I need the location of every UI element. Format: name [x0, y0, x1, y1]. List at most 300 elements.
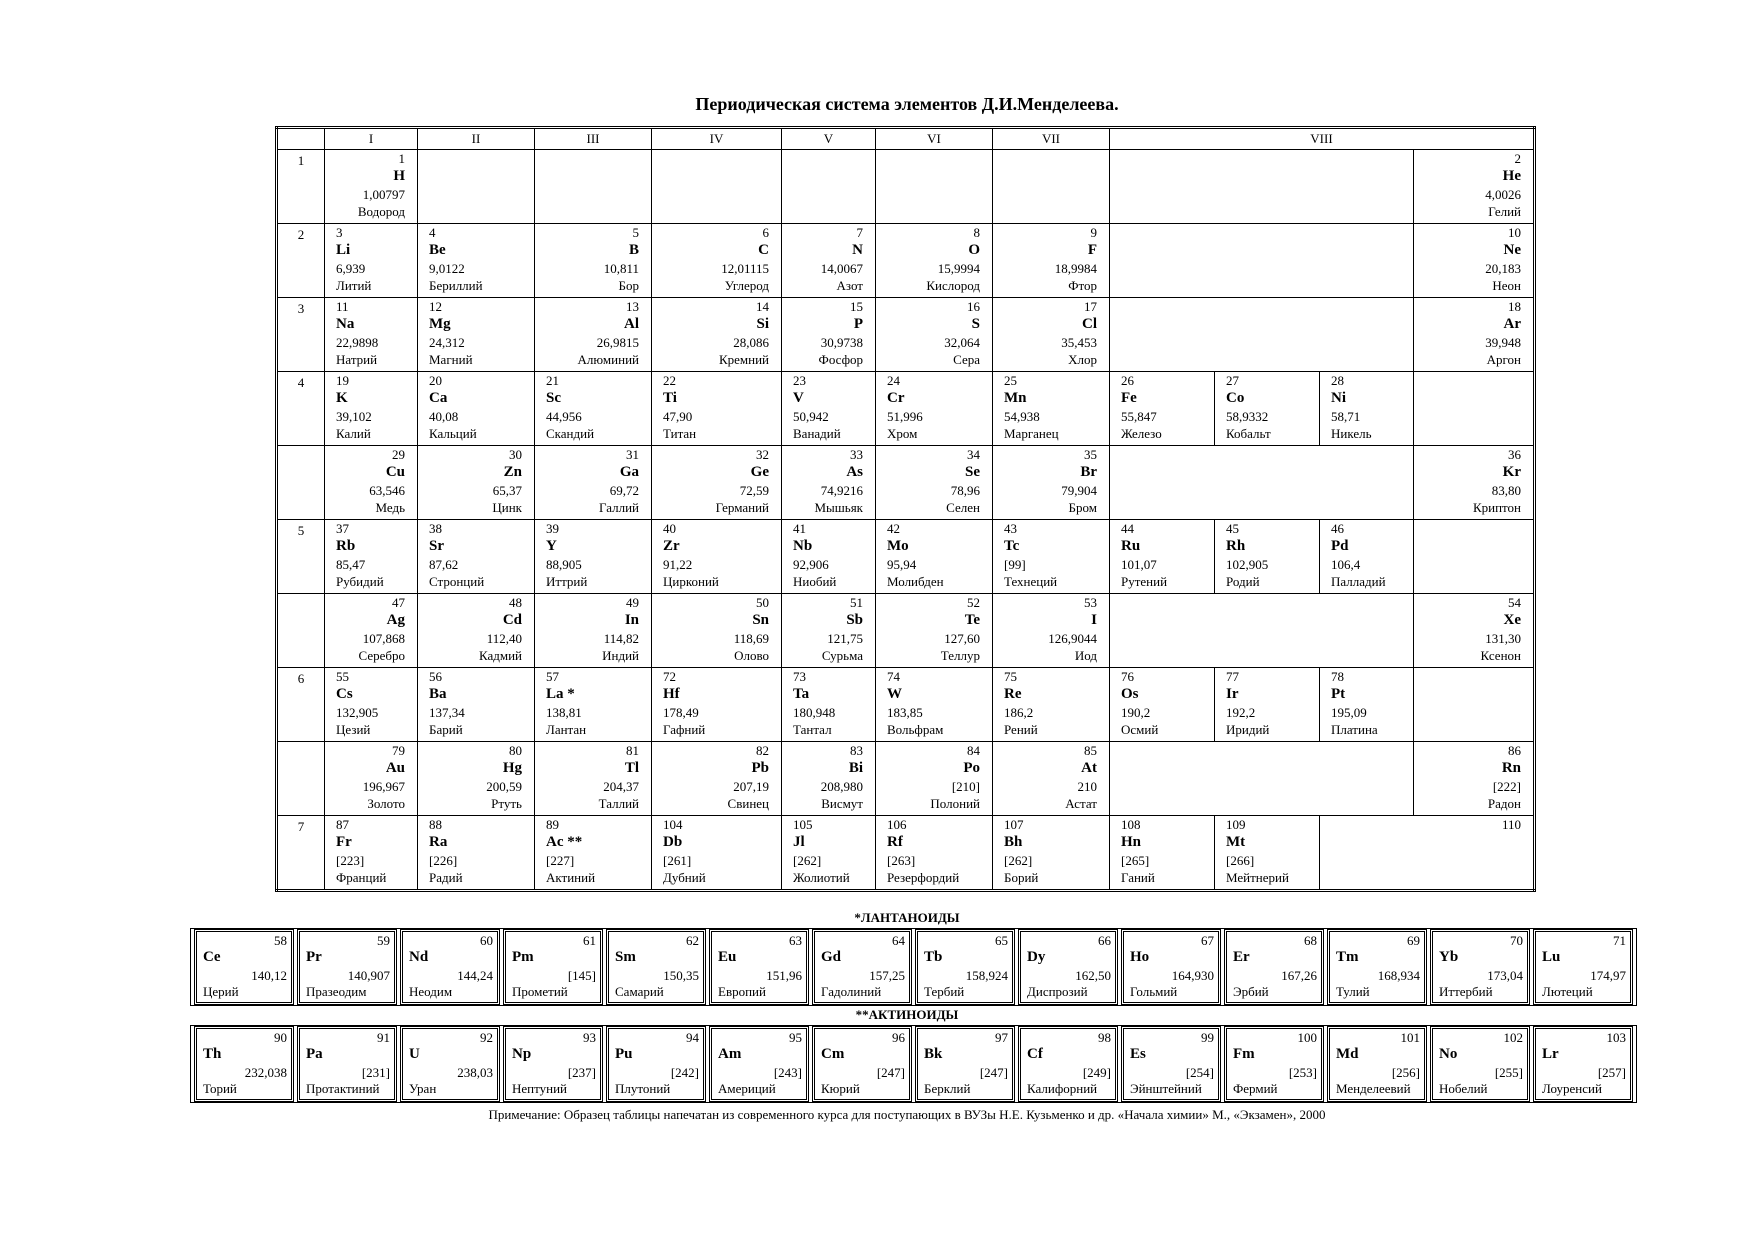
atomic-mass: 85,47 — [336, 557, 366, 572]
element — [197, 1029, 291, 1099]
period-row — [277, 298, 1535, 372]
element-cell — [993, 742, 1110, 816]
element-name: Кальций — [429, 426, 477, 441]
element-symbol: W — [887, 686, 902, 702]
element-symbol: Os — [1121, 686, 1139, 702]
element-cell — [400, 1026, 500, 1102]
element — [535, 742, 651, 815]
element-name: Торий — [203, 1081, 237, 1096]
element-cell — [325, 668, 418, 742]
element-symbol: F — [1087, 242, 1097, 258]
element-cell — [1215, 668, 1320, 742]
element — [876, 594, 992, 667]
element — [535, 520, 651, 593]
element-name: Тербий — [924, 984, 965, 999]
atomic-number: 94 — [686, 1030, 699, 1045]
atomic-mass: 35,453 — [1061, 335, 1097, 350]
element-cell — [652, 372, 782, 446]
atomic-number: 55 — [336, 669, 349, 684]
element — [1433, 1029, 1527, 1099]
element-name: Криптон — [1472, 500, 1521, 515]
element-symbol: Am — [718, 1046, 742, 1062]
element-symbol: Re — [1004, 686, 1022, 702]
element-name: Ртуть — [491, 796, 522, 811]
element — [782, 224, 875, 297]
atomic-mass: 200,59 — [486, 779, 522, 794]
element-cell — [812, 1026, 912, 1102]
element — [325, 520, 417, 593]
element — [652, 520, 781, 593]
element — [1110, 816, 1214, 889]
element-symbol: Es — [1130, 1046, 1146, 1062]
atomic-mass: 131,30 — [1485, 631, 1521, 646]
element-symbol: Ar — [1503, 316, 1521, 332]
element-symbol: U — [409, 1046, 420, 1062]
atomic-number: 56 — [429, 669, 442, 684]
atomic-mass: 167,26 — [1281, 968, 1317, 983]
period-row — [277, 372, 1535, 446]
element-cell — [400, 929, 500, 1005]
group-header: IV — [652, 128, 782, 150]
atomic-mass: [242] — [670, 1065, 699, 1080]
atomic-number: 16 — [967, 299, 980, 314]
element-name: Свинец — [727, 796, 769, 811]
atomic-mass: 44,956 — [546, 409, 582, 424]
element — [876, 520, 992, 593]
element-symbol: At — [1081, 760, 1097, 776]
empty-cell — [993, 150, 1110, 224]
atomic-number: 19 — [336, 373, 349, 388]
atomic-number: 4 — [429, 225, 436, 240]
element-symbol: Lu — [1542, 949, 1561, 965]
atomic-mass: [222] — [1492, 779, 1521, 794]
element-name: Калифорний — [1027, 1081, 1098, 1096]
element-cell — [812, 929, 912, 1005]
element-symbol: I — [1091, 612, 1097, 628]
atomic-mass: [145] — [567, 968, 596, 983]
element-symbol: Zn — [503, 464, 522, 480]
atomic-mass: 65,37 — [492, 483, 522, 498]
element — [876, 224, 992, 297]
atomic-mass: 95,94 — [887, 557, 917, 572]
atomic-mass: [210] — [951, 779, 980, 794]
element-cell — [1533, 1026, 1633, 1102]
atomic-mass: 127,60 — [944, 631, 980, 646]
element-cell — [1533, 929, 1633, 1005]
element — [506, 1029, 600, 1099]
element-cell — [782, 594, 876, 668]
atomic-mass: [255] — [1494, 1065, 1523, 1080]
element-name: Нобелий — [1439, 1081, 1488, 1096]
element-symbol: Ag — [386, 612, 405, 628]
element-cell — [297, 1026, 397, 1102]
atomic-mass: 140,907 — [347, 968, 390, 983]
element-symbol: Kr — [1502, 464, 1521, 480]
atomic-mass: 102,905 — [1226, 557, 1269, 572]
atomic-number: 99 — [1201, 1030, 1214, 1045]
atomic-number: 86 — [1508, 743, 1521, 758]
element-cell — [1320, 668, 1414, 742]
atomic-mass: 24,312 — [429, 335, 465, 350]
element-name: Аргон — [1486, 352, 1521, 367]
element-symbol: Ir — [1226, 686, 1239, 702]
element-name: Никель — [1331, 426, 1372, 441]
element — [1215, 372, 1319, 445]
element-cell — [325, 372, 418, 446]
element-symbol: Gd — [821, 949, 842, 965]
element — [1414, 298, 1533, 371]
element-symbol: Nb — [793, 538, 813, 554]
element — [1536, 1029, 1630, 1099]
element — [535, 372, 651, 445]
element-name: Углерод — [724, 278, 769, 293]
element-symbol: Hf — [663, 686, 680, 702]
element — [782, 446, 875, 519]
atomic-number: 40 — [663, 521, 676, 536]
element-name: Галлий — [599, 500, 639, 515]
atomic-mass: 6,939 — [336, 261, 366, 276]
element-symbol: Tm — [1336, 949, 1359, 965]
element-cell — [1320, 372, 1414, 446]
atomic-mass: 101,07 — [1121, 557, 1157, 572]
atomic-mass: 54,938 — [1004, 409, 1040, 424]
element — [1215, 668, 1319, 741]
element-cell — [782, 224, 876, 298]
element — [325, 150, 417, 223]
atomic-mass: 58,71 — [1331, 409, 1361, 424]
element-cell — [1121, 1026, 1221, 1102]
element-name: Америций — [718, 1081, 776, 1096]
atomic-mass: 32,064 — [944, 335, 980, 350]
element — [1414, 446, 1533, 519]
atomic-number: 18 — [1508, 299, 1521, 314]
atomic-mass: 195,09 — [1331, 705, 1367, 720]
period-row — [277, 594, 1535, 668]
period-row — [277, 668, 1535, 742]
element-name: Вольфрам — [887, 722, 944, 737]
element-symbol: Se — [965, 464, 980, 480]
element — [506, 932, 600, 1002]
element-name: Гольмий — [1130, 984, 1178, 999]
element-name: Дубний — [663, 870, 706, 885]
atomic-mass: 112,40 — [486, 631, 522, 646]
element-cell — [915, 929, 1015, 1005]
atomic-number: 45 — [1226, 521, 1239, 536]
element-symbol: Co — [1226, 390, 1245, 406]
atomic-mass: [257] — [1597, 1065, 1626, 1080]
element — [993, 594, 1109, 667]
atomic-mass: [254] — [1185, 1065, 1214, 1080]
element — [1536, 932, 1630, 1002]
element — [325, 594, 417, 667]
atomic-number: 78 — [1331, 669, 1344, 684]
period-number: 7 — [277, 816, 325, 891]
element — [535, 298, 651, 371]
atomic-mass: [253] — [1288, 1065, 1317, 1080]
element-symbol: O — [968, 242, 980, 258]
atomic-number: 15 — [850, 299, 863, 314]
element-name: Кобальт — [1226, 426, 1271, 441]
element-symbol: Ba — [429, 686, 447, 702]
atomic-number: 98 — [1098, 1030, 1111, 1045]
element-cell — [1414, 742, 1535, 816]
element — [197, 932, 291, 1002]
element — [782, 520, 875, 593]
atomic-mass: 74,9216 — [820, 483, 863, 498]
element — [1021, 932, 1115, 1002]
empty-cell — [1414, 668, 1535, 742]
atomic-number: 97 — [995, 1030, 1008, 1045]
element-name: Бериллий — [429, 278, 483, 293]
element — [782, 594, 875, 667]
element — [918, 1029, 1012, 1099]
element-cell — [535, 668, 652, 742]
element-symbol: Pd — [1331, 538, 1349, 554]
atomic-number: 51 — [850, 595, 863, 610]
element-cell — [1414, 446, 1535, 520]
atomic-mass: 151,96 — [766, 968, 802, 983]
atomic-number: 65 — [995, 933, 1008, 948]
element-name: Протактиний — [306, 1081, 380, 1096]
element-name: Ганий — [1121, 870, 1155, 885]
element-cell — [325, 742, 418, 816]
element-symbol: Pu — [615, 1046, 633, 1062]
period-row — [277, 816, 1535, 891]
atomic-number: 54 — [1508, 595, 1521, 610]
element — [325, 668, 417, 741]
element — [652, 816, 781, 889]
element-name: Кремний — [718, 352, 769, 367]
element — [325, 816, 417, 889]
element — [712, 932, 806, 1002]
actinides-header: **АКТИНОИДЫ — [855, 1007, 959, 1022]
element-symbol: As — [846, 464, 863, 480]
element-symbol: Al — [624, 316, 639, 332]
element — [1330, 1029, 1424, 1099]
element-cell — [993, 520, 1110, 594]
element-symbol: No — [1439, 1046, 1458, 1062]
period-number: 3 — [277, 298, 325, 372]
element-name: Бор — [618, 278, 639, 293]
empty-cell — [1110, 594, 1414, 668]
element-symbol: Ti — [663, 390, 677, 406]
element — [1320, 668, 1413, 741]
atomic-mass: 28,086 — [733, 335, 769, 350]
element-name: Астат — [1065, 796, 1097, 811]
element-cell — [993, 594, 1110, 668]
element-name: Прометий — [512, 984, 568, 999]
atomic-number: 29 — [392, 447, 405, 462]
atomic-mass: 164,930 — [1171, 968, 1214, 983]
atomic-number: 27 — [1226, 373, 1239, 388]
element-symbol: C — [758, 242, 769, 258]
atomic-mass: [227] — [546, 853, 575, 868]
period-row — [277, 224, 1535, 298]
atomic-mass: 192,2 — [1226, 705, 1256, 720]
element — [418, 446, 534, 519]
element-name: Молибден — [887, 574, 944, 589]
atomic-number: 2 — [1514, 151, 1521, 166]
atomic-mass: 204,37 — [603, 779, 639, 794]
atomic-mass: 114,82 — [603, 631, 639, 646]
element-name: Титан — [663, 426, 697, 441]
element — [325, 298, 417, 371]
element-symbol: Bh — [1004, 834, 1023, 850]
group-header: VII — [993, 128, 1110, 150]
element — [535, 224, 651, 297]
element-name: Кюрий — [821, 1081, 860, 1096]
atomic-mass: 162,50 — [1075, 968, 1111, 983]
atomic-mass: 121,75 — [827, 631, 863, 646]
atomic-mass: [256] — [1391, 1065, 1420, 1080]
element-name: Иод — [1074, 648, 1097, 663]
atomic-mass: 144,24 — [457, 968, 493, 983]
element-name: Иттербий — [1439, 984, 1493, 999]
element-cell — [782, 446, 876, 520]
element-symbol: Cl — [1082, 316, 1097, 332]
element-symbol: Si — [756, 316, 769, 332]
atomic-mass: 174,97 — [1590, 968, 1626, 983]
element-symbol: Dy — [1027, 949, 1046, 965]
element-symbol: Mt — [1226, 834, 1246, 850]
element-name: Иттрий — [546, 574, 588, 589]
element-name: Фермий — [1233, 1081, 1278, 1096]
element-symbol: Na — [336, 316, 355, 332]
element-cell — [1215, 372, 1320, 446]
atomic-mass: 238,03 — [457, 1065, 493, 1080]
atomic-number: 102 — [1503, 1030, 1523, 1045]
element-symbol: Zr — [663, 538, 680, 554]
atomic-mass: 12,01115 — [721, 261, 769, 276]
element-name: Золото — [367, 796, 405, 811]
element-name: Гафний — [663, 722, 706, 737]
atomic-number: 58 — [274, 933, 287, 948]
atomic-number: 81 — [626, 743, 639, 758]
atomic-number: 63 — [789, 933, 802, 948]
period-row — [277, 742, 1535, 816]
empty-cell — [1414, 520, 1535, 594]
group-header: VI — [876, 128, 993, 150]
element-name: Берклий — [924, 1081, 971, 1096]
element-name: Стронций — [429, 574, 485, 589]
atomic-mass: 190,2 — [1121, 705, 1151, 720]
element-name: Эрбий — [1233, 984, 1269, 999]
element-symbol: Y — [546, 538, 557, 554]
element-symbol: Sn — [752, 612, 769, 628]
atomic-number: 80 — [509, 743, 522, 758]
atomic-mass: 40,08 — [429, 409, 459, 424]
period-number: 4 — [277, 372, 325, 446]
element — [652, 224, 781, 297]
element-cell — [876, 446, 993, 520]
element — [876, 668, 992, 741]
period-number: 6 — [277, 668, 325, 742]
element-name: Родий — [1226, 574, 1260, 589]
element-cell — [782, 372, 876, 446]
element — [1110, 520, 1214, 593]
element-name: Менделеевий — [1336, 1081, 1411, 1096]
atomic-number: 36 — [1508, 447, 1521, 462]
period-number — [277, 594, 325, 668]
element-cell — [535, 816, 652, 891]
atomic-number: 21 — [546, 373, 559, 388]
element-name: Скандий — [546, 426, 595, 441]
element-symbol: Mg — [429, 316, 451, 332]
atomic-number: 101 — [1400, 1030, 1420, 1045]
element — [1215, 520, 1319, 593]
element-symbol: Tb — [924, 949, 943, 965]
atomic-number: 38 — [429, 521, 442, 536]
atomic-number: 68 — [1304, 933, 1317, 948]
atomic-mass: 132,905 — [336, 705, 379, 720]
element-name: Олово — [734, 648, 769, 663]
element — [652, 446, 781, 519]
element-cell — [1414, 224, 1535, 298]
element-symbol: Er — [1233, 949, 1250, 965]
element-cell — [1414, 150, 1535, 224]
element — [993, 668, 1109, 741]
atomic-number: 37 — [336, 521, 349, 536]
element-symbol: Fr — [336, 834, 352, 850]
group-header: II — [418, 128, 535, 150]
atomic-mass: 20,183 — [1485, 261, 1521, 276]
atomic-number: 12 — [429, 299, 442, 314]
atomic-mass: 107,868 — [362, 631, 405, 646]
period-number — [277, 742, 325, 816]
element-name: Плутоний — [615, 1081, 671, 1096]
empty-cell — [1110, 298, 1414, 372]
element-name: Марганец — [1004, 426, 1059, 441]
element-name: Таллий — [598, 796, 639, 811]
atomic-number: 10 — [1508, 225, 1521, 240]
element-cell — [652, 594, 782, 668]
element-symbol: B — [628, 242, 639, 258]
element-name: Неон — [1492, 278, 1521, 293]
lanthanides-table — [190, 928, 1637, 1006]
atomic-number: 108 — [1121, 817, 1141, 832]
atomic-mass: 18,9984 — [1054, 261, 1097, 276]
element — [403, 1029, 497, 1099]
element — [1414, 742, 1533, 815]
element — [1320, 372, 1413, 445]
element — [1227, 932, 1321, 1002]
element-cell — [709, 1026, 809, 1102]
group-header: III — [535, 128, 652, 150]
element-symbol: Ta — [793, 686, 810, 702]
atomic-number: 71 — [1613, 933, 1626, 948]
element — [782, 668, 875, 741]
element-cell — [993, 816, 1110, 891]
element-symbol: Ac ** — [546, 834, 583, 850]
element-cell — [876, 520, 993, 594]
element-cell — [652, 520, 782, 594]
element-name: Калий — [336, 426, 371, 441]
period-row — [277, 150, 1535, 224]
atomic-mass: 1,00797 — [362, 187, 405, 202]
atomic-mass: 83,80 — [1491, 483, 1521, 498]
element-cell — [1224, 1026, 1324, 1102]
element-cell — [1110, 668, 1215, 742]
element-symbol: Th — [203, 1046, 222, 1062]
empty-cell — [535, 150, 652, 224]
element-name: Празеодим — [306, 984, 367, 999]
element — [300, 1029, 394, 1099]
element-cell — [325, 594, 418, 668]
element-cell — [535, 520, 652, 594]
element — [609, 1029, 703, 1099]
atomic-number: 79 — [392, 743, 405, 758]
element — [918, 932, 1012, 1002]
